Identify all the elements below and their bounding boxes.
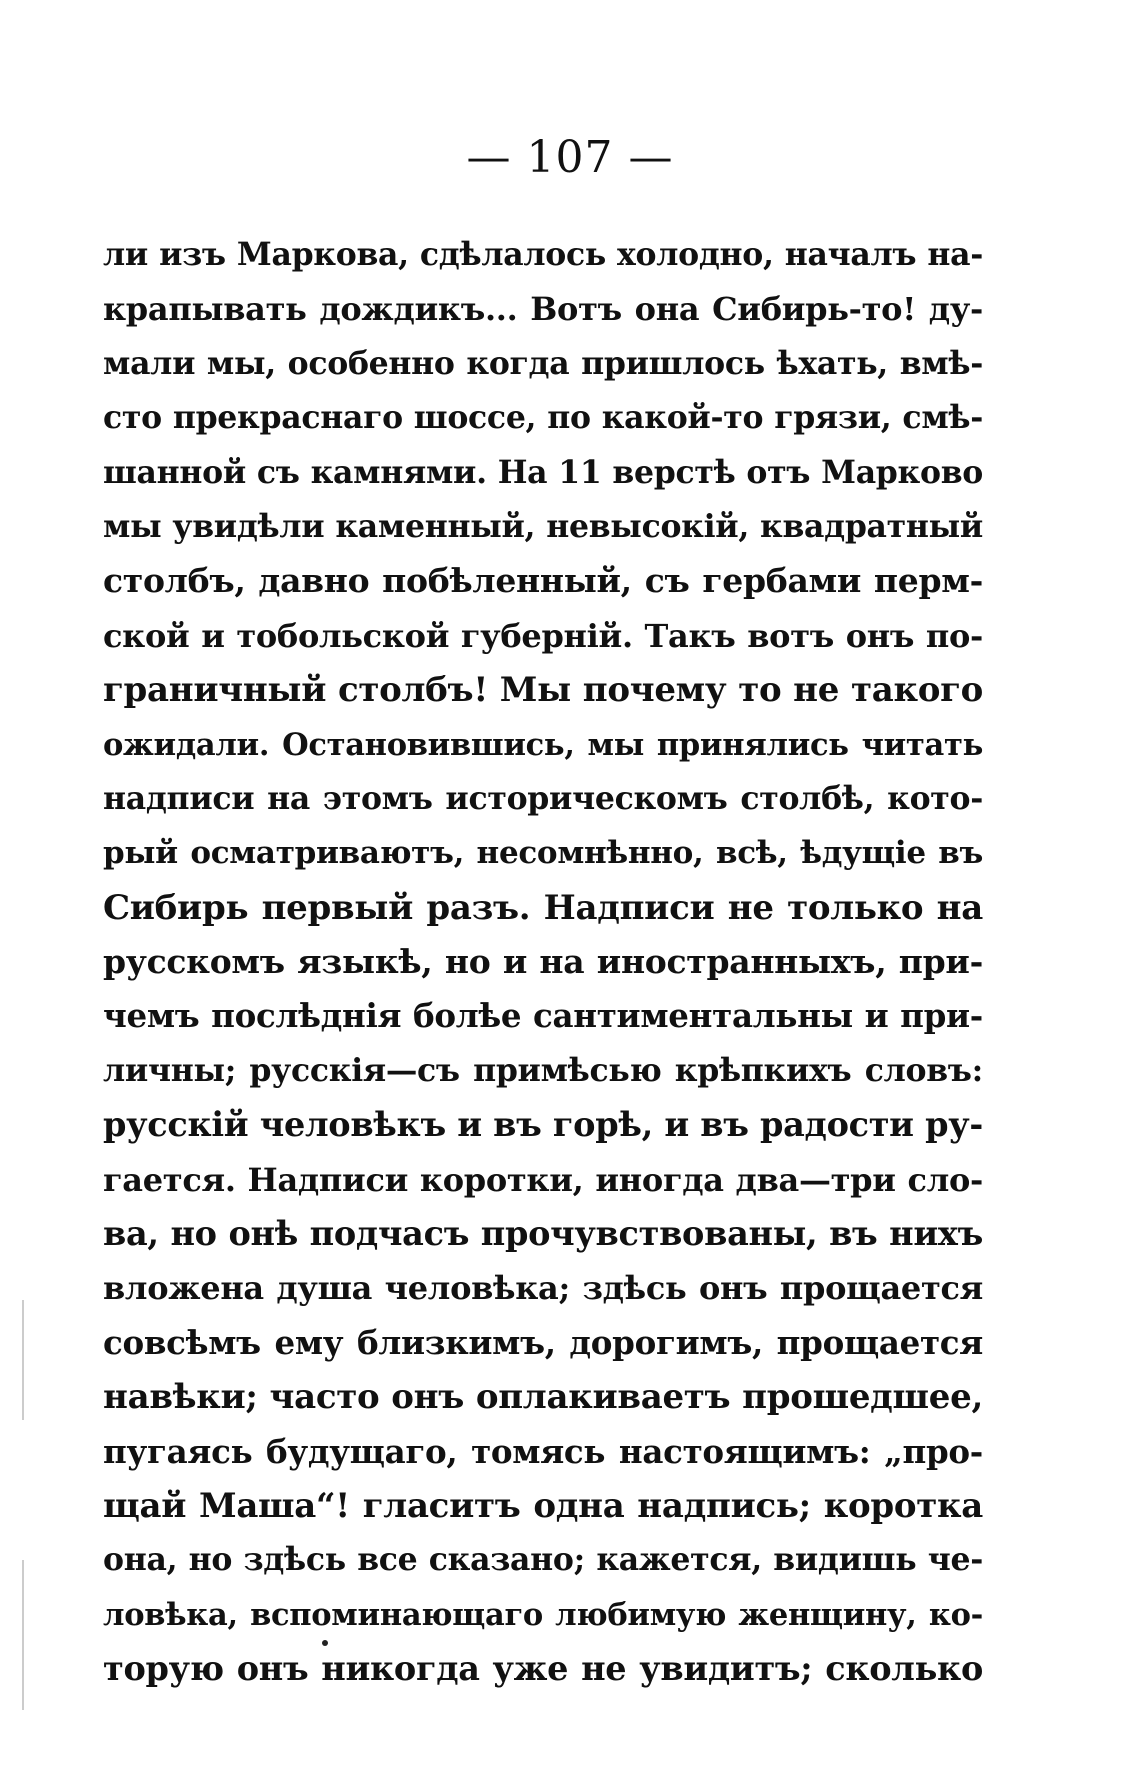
text-line: рый осматриваютъ, несомнѣнно, всѣ, ѣдущіе въ — [103, 835, 983, 872]
text-line: русскій человѣкъ и въ горѣ, и въ радости ру- — [103, 1105, 983, 1145]
text-line: ожидали. Остановившись, мы принялись читать — [103, 726, 983, 763]
page-number: — 107 — — [466, 132, 674, 183]
text-line: щай Маша“! гласитъ одна надпись; коротка — [103, 1485, 983, 1526]
scan-margin-mark — [22, 1560, 24, 1710]
text-line: она, но здѣсь все сказано; кажется, видишь че- — [103, 1541, 983, 1579]
text-line: крапывать дождикъ... Вотъ она Сибирь-то! ду- — [103, 290, 983, 329]
text-line: Сибирь первый разъ. Надписи не только на — [103, 887, 983, 928]
text-line: торую онъ никогда уже не увидитъ; сколько — [103, 1649, 983, 1689]
text-line: личны; русскія—съ примѣсью крѣпкихъ словъ: — [103, 1051, 983, 1089]
text-line: мали мы, особенно когда пришлось ѣхать, вмѣ- — [103, 344, 983, 382]
text-line: русскомъ языкѣ, но и на иностранныхъ, при- — [103, 942, 983, 982]
text-line: ловѣка, вспоминающаго любимую женщину, ко- — [103, 1596, 983, 1633]
scan-speck — [322, 1640, 328, 1646]
text-line: совсѣмъ ему близкимъ, дорогимъ, прощается — [103, 1322, 983, 1362]
text-line: ли изъ Маркова, сдѣлалось холодно, началъ на- — [103, 236, 983, 273]
text-line: мы увидѣли каменный, невысокій, квадратный — [103, 507, 983, 545]
text-line: чемъ послѣднія болѣе сантиментальны и при- — [103, 996, 983, 1036]
text-line: столбъ, давно побѣленный, съ гербами перм- — [103, 561, 983, 601]
text-line: ва, но онѣ подчасъ прочувствованы, въ нихъ — [103, 1214, 983, 1254]
text-line: гается. Надписи коротки, иногда два—три сло- — [103, 1160, 983, 1199]
text-line: надписи на этомъ историческомъ столбѣ, кото- — [103, 779, 983, 817]
body-text — [103, 228, 983, 1697]
scan-margin-mark — [22, 1300, 24, 1420]
text-line: навѣки; часто онъ оплакиваетъ прошедшее, — [103, 1377, 983, 1418]
text-line: пугаясь будущаго, томясь настоящимъ: „про- — [103, 1431, 983, 1471]
text-line: шанной съ камнями. На 11 верстѣ отъ Марково — [103, 453, 983, 491]
text-line: граничный столбъ! Мы почему то не такого — [103, 670, 983, 711]
text-line: вложена душа человѣка; здѣсь онъ прощается — [103, 1269, 983, 1308]
text-line: ской и тобольской губерній. Такъ вотъ онъ по- — [103, 616, 983, 655]
text-line: сто прекраснаго шоссе, по какой-то грязи, смѣ- — [103, 399, 983, 437]
